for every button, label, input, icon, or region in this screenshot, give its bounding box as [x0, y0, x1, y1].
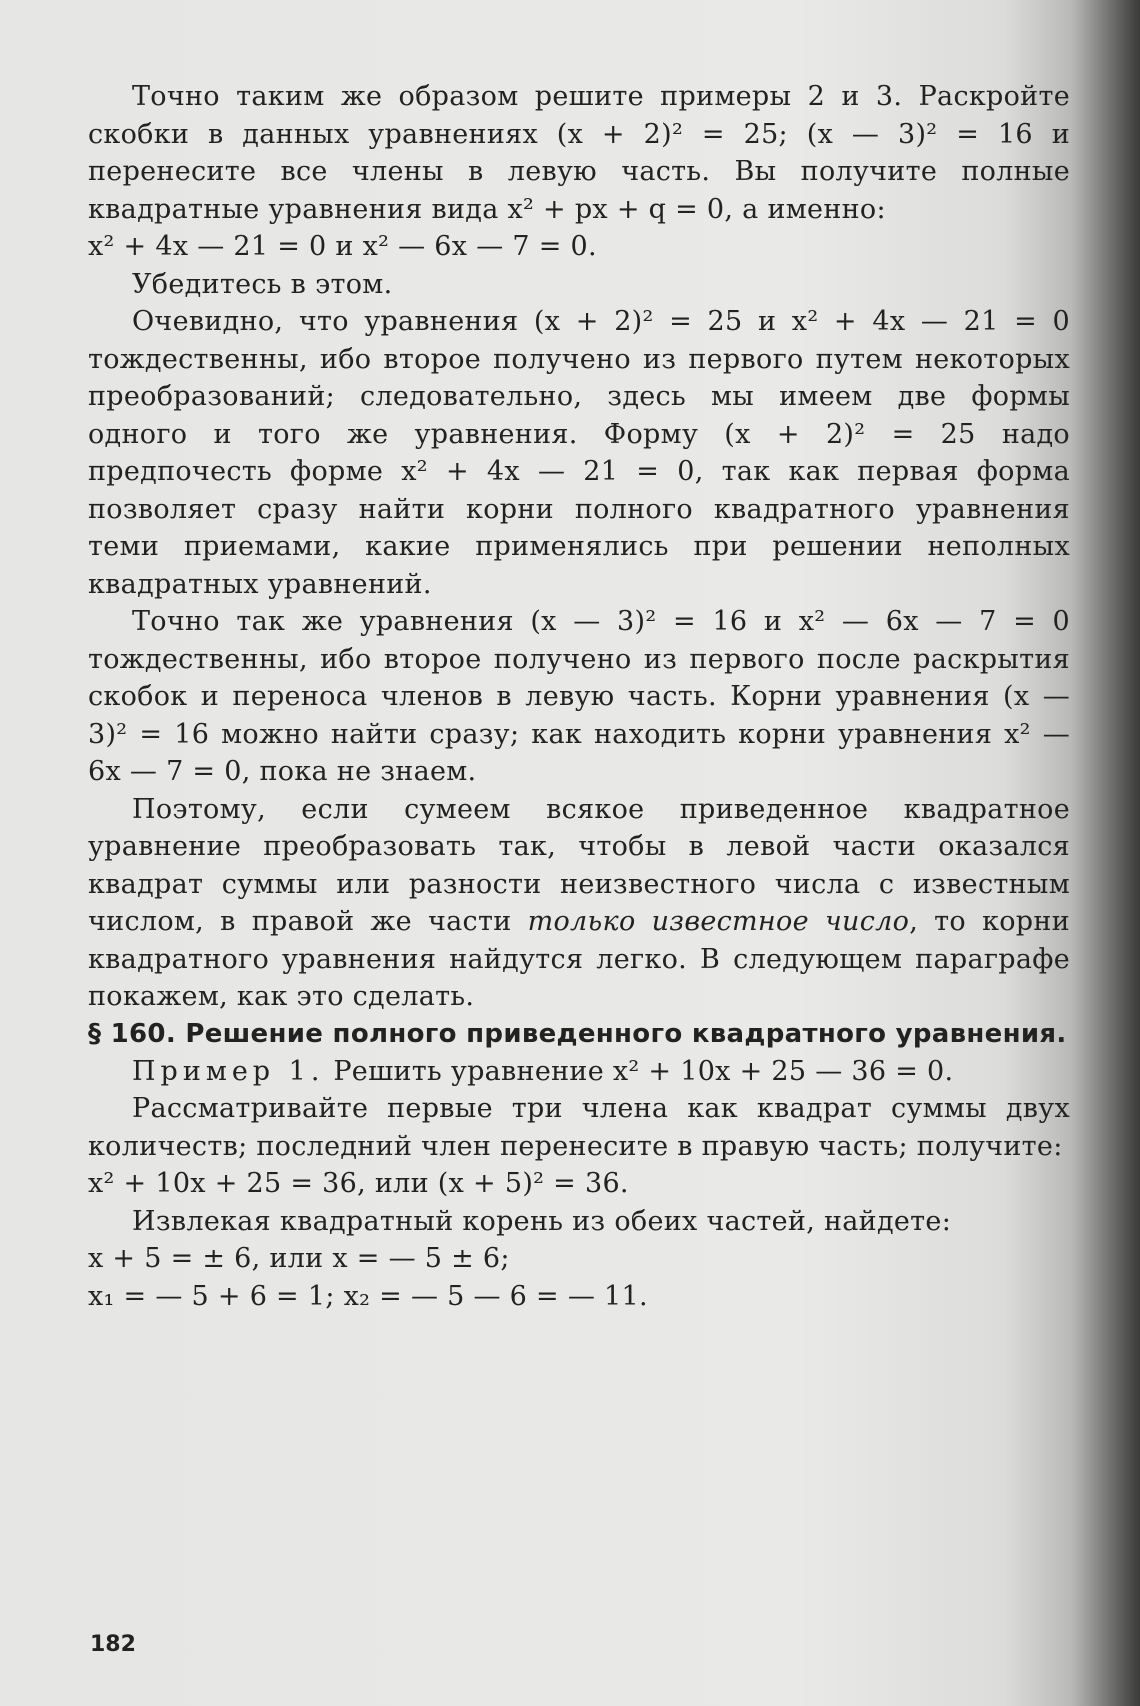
- paragraph-method: Рассматривайте первые три члена как квадрат суммы двух количеств; последний член перенесите в правую часть; получите:: [88, 1093, 1070, 1162]
- section-heading: § 160. Решение полного приведенного квадратного уравнения.: [88, 1018, 1067, 1049]
- paragraph-extract-root: Извлекая квадратный корень из обеих частей, найдете:: [132, 1205, 952, 1237]
- paragraph-verify: Убедитесь в этом.: [132, 268, 393, 300]
- conclusion-part-1: Поэтому, если сумеем всякое приведенное квадратное уравнение преобразовать так, чтобы в левой части оказался квадрат суммы или разности неизвестного числа с известным числом, в правой же части: [88, 793, 1070, 937]
- example-equation: Решить уравнение x² + 10x + 25 — 36 = 0.: [324, 1055, 954, 1087]
- paragraph-identical-forms: Очевидно, что уравнения (x + 2)² = 25 и x² + 4x — 21 = 0 тождественны, ибо второе получено из первого путем некоторых преобразований; следовательно, здесь мы имеем две формы одного и того же уравнения. Форму (x + 2)² = 25 надо предпочесть форме x² + 4x — 21 = 0, так как первая форма позволяет сразу найти корни полного квадратного уравнения теми приемами, какие применялись при решении неполных квадратных уравнений.: [88, 306, 1070, 600]
- equation-square-form: x² + 10x + 25 = 36, или (x + 5)² = 36.: [88, 1168, 629, 1199]
- paragraph-intro: Точно таким же образом решите примеры 2 и 3. Раскройте скобки в данных уравнениях (x + 2)² = 25; (x — 3)² = 16 и перенесите все члены в левую часть. Вы получите полные квадратные уравнения вида x² + px + q = 0, а именно:: [88, 81, 1070, 225]
- equation-root-step: x + 5 = ± 6, или x = — 5 ± 6;: [88, 1243, 510, 1274]
- equation-pair: x² + 4x — 21 = 0 и x² — 6x — 7 = 0.: [88, 231, 597, 262]
- page-number: 182: [90, 1632, 136, 1657]
- paragraph-second-example: Точно так же уравнения (x — 3)² = 16 и x² — 6x — 7 = 0 тождественны, ибо второе получено из первого после раскрытия скобок и переноса членов в левую часть. Корни уравнения (x — 3)² = 16 можно найти сразу; как находить корни уравнения x² — 6x — 7 = 0, пока не знаем.: [88, 606, 1070, 787]
- example-statement: [88, 1053, 1070, 1091]
- conclusion-emphasis: только известное число: [527, 906, 910, 937]
- equation-roots: x₁ = — 5 + 6 = 1; x₂ = — 5 — 6 = — 11.: [88, 1280, 648, 1312]
- example-label: Пример 1.: [132, 1055, 325, 1087]
- paragraph-conclusion: [88, 791, 1070, 1016]
- conclusion-part-2: , то корни квадратного уравнения найдутся легко. В следующем параграфе покажем, как это сделать.: [88, 906, 1070, 1012]
- page-body: [88, 78, 1070, 1315]
